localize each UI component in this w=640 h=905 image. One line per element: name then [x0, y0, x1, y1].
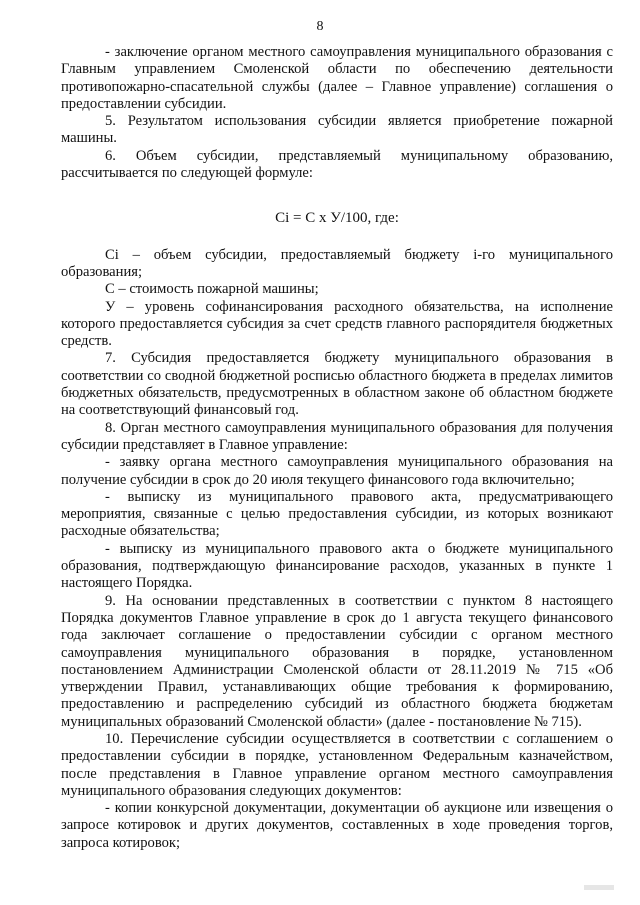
- paragraph-8-documents: 8. Орган местного самоуправления муниципального образования для получения субсидии представляет в Главное управление:: [61, 419, 613, 453]
- document-body: [61, 44, 613, 852]
- scan-artifact: [584, 885, 614, 890]
- definition-u: У – уровень софинансирования расходного обязательства, на исполнение которого предоставляется субсидия за счет средств главного распорядителя бюджетных средств.: [61, 298, 613, 350]
- subsidy-formula: Ci = С х У/100, где:: [275, 210, 399, 227]
- list-item-budget-act-extract: - выписку из муниципального правового акта о бюджете муниципального образования, подтверждающую финансирование расходов, указанных в пункте 1 настоящего Порядка.: [61, 540, 613, 592]
- paragraph-10-transfer: 10. Перечисление субсидии осуществляется в соответствии с соглашением о предоставлении субсидии в порядке, установленном Федеральным казначейством, после представления в Главное управление органом местного самоуправления муниципального образования следующих документов:: [61, 730, 613, 799]
- list-item-legal-act-extract: - выписку из муниципального правового акта, предусматривающего мероприятия, связанные с целью предоставления субсидии, из которых возникают расходные обязательства;: [61, 488, 613, 540]
- page-number: 8: [316, 19, 324, 34]
- paragraph-5-result: 5. Результатом использования субсидии является приобретение пожарной машины.: [61, 113, 613, 147]
- definition-ci: Ci – объем субсидии, предоставляемый бюджету i-го муниципального образования;: [61, 246, 613, 280]
- paragraph-6-volume: 6. Объем субсидии, представляемый муниципальному образованию, рассчитывается по следующей формуле:: [61, 147, 613, 182]
- list-item-application: - заявку органа местного самоуправления муниципального образования на получение субсидии в срок до 20 июля текущего финансового года включительно;: [61, 454, 613, 488]
- paragraph-agreement-condition: - заключение органом местного самоуправления муниципального образования с Главным управлением Смоленской области по обеспечению деятельности противопожарно-спасательной службы (далее – Главное управление) соглашения о предоставлении субсидии.: [61, 44, 613, 112]
- definition-c: С – стоимость пожарной машины;: [105, 281, 319, 298]
- paragraph-7-budget: 7. Субсидия предоставляется бюджету муниципального образования в соответствии со сводной бюджетной росписью областного бюджета в пределах лимитов бюджетных обязательств, предусмотренных в областном законе об областном бюджете на соответствующий финансовый год.: [61, 350, 613, 419]
- list-item-tender-documents: - копии конкурсной документации, документации об аукционе или извещения о запросе котировок и других документов, составленных в ходе проведения торгов, запроса котировок;: [61, 800, 613, 851]
- paragraph-9-agreement: 9. На основании представленных в соответствии с пунктом 8 настоящего Порядка документов Главное управление в срок до 1 августа текущего финансового года заключает соглашение о предоставлении субсидии с органом местного самоуправления муниципального образования в порядке, установленном постановлением Администрации Смоленской области от 28.11.2019 № 715 «Об утверждении Правил, устанавливающих общие требования к формированию, предоставлению и распределению субсидий из областного бюджета бюджетам муниципальных образований Смоленской области» (далее - постановление № 715).: [61, 592, 613, 730]
